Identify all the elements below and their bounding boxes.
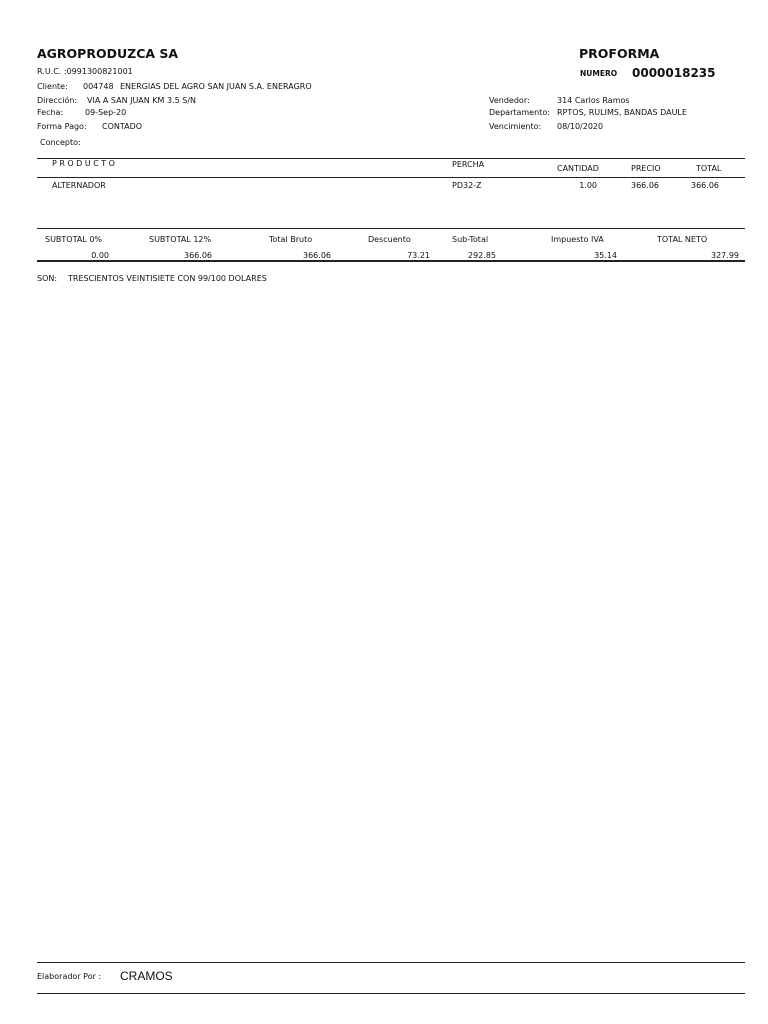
- value-subtotal12: 366.06: [184, 251, 212, 260]
- numero-value: 0000018235: [632, 66, 716, 80]
- label-sub-total: Sub-Total: [452, 235, 489, 244]
- row-total: 366.06: [691, 181, 719, 190]
- vencimiento-value: 08/10/2020: [557, 122, 604, 131]
- table-header-rule: [37, 177, 745, 178]
- col-total: TOTAL: [696, 164, 722, 173]
- label-total-neto: TOTAL NETO: [657, 235, 708, 244]
- totals-top-rule: [37, 228, 745, 229]
- value-total-bruto: 366.06: [303, 251, 331, 260]
- value-impuesto-iva: 35.14: [594, 251, 617, 260]
- departamento-value: RPTOS, RULIMS, BANDAS DAULE: [557, 108, 687, 117]
- vendedor-label: Vendedor:: [489, 96, 530, 105]
- amount-in-words: TRESCIENTOS VEINTISIETE CON 99/100 DOLARES: [68, 274, 267, 283]
- col-percha: PERCHA: [452, 160, 485, 169]
- row-percha: PD32-Z: [452, 181, 482, 190]
- table-top-rule: [37, 158, 745, 159]
- value-descuento: 73.21: [407, 251, 430, 260]
- document-title: PROFORMA: [579, 46, 660, 61]
- value-subtotal0: 0.00: [91, 251, 109, 260]
- vendedor-value: 314 Carlos Ramos: [557, 96, 630, 105]
- son-label: SON:: [37, 274, 58, 283]
- cliente-label: Cliente:: [37, 82, 68, 91]
- label-subtotal0: SUBTOTAL 0%: [45, 235, 103, 244]
- value-sub-total: 292.85: [468, 251, 496, 260]
- label-subtotal12: SUBTOTAL 12%: [149, 235, 212, 244]
- row-cantidad: 1.00: [579, 181, 597, 190]
- row-precio: 366.06: [631, 181, 659, 190]
- direccion-value: VIA A SAN JUAN KM 3.5 S/N: [87, 96, 197, 105]
- fecha-label: Fecha:: [37, 108, 64, 117]
- value-total-neto: 327.99: [711, 251, 739, 260]
- departamento-label: Departamento:: [489, 108, 550, 117]
- elaborado-label: Elaborador Por :: [37, 972, 102, 981]
- footer-bottom-rule: [37, 993, 745, 994]
- label-total-bruto: Total Bruto: [269, 235, 313, 244]
- label-impuesto-iva: Impuesto IVA: [551, 235, 604, 244]
- totals-bottom-rule: [37, 260, 745, 262]
- cliente-name: ENERGIAS DEL AGRO SAN JUAN S.A. ENERAGRO: [120, 82, 312, 91]
- col-precio: PRECIO: [631, 164, 661, 173]
- row-producto: ALTERNADOR: [52, 181, 106, 190]
- elaborado-value: CRAMOS: [120, 969, 173, 983]
- vencimiento-label: Vencimiento:: [489, 122, 542, 131]
- company-name: AGROPRODUZCA SA: [37, 46, 179, 61]
- forma-pago-label: Forma Pago:: [37, 122, 87, 131]
- direccion-label: Dirección:: [37, 96, 78, 105]
- numero-label: NUMERO: [580, 69, 618, 78]
- concepto-label: Concepto:: [40, 138, 81, 147]
- label-descuento: Descuento: [368, 235, 411, 244]
- forma-pago-value: CONTADO: [102, 122, 143, 131]
- fecha-value: 09-Sep-20: [85, 108, 127, 117]
- cliente-code: 004748: [83, 82, 114, 91]
- col-producto: PRODUCTO: [52, 159, 118, 168]
- ruc-label: R.U.C. :0991300821001: [37, 67, 133, 76]
- col-cantidad: CANTIDAD: [557, 164, 599, 173]
- footer-top-rule: [37, 962, 745, 963]
